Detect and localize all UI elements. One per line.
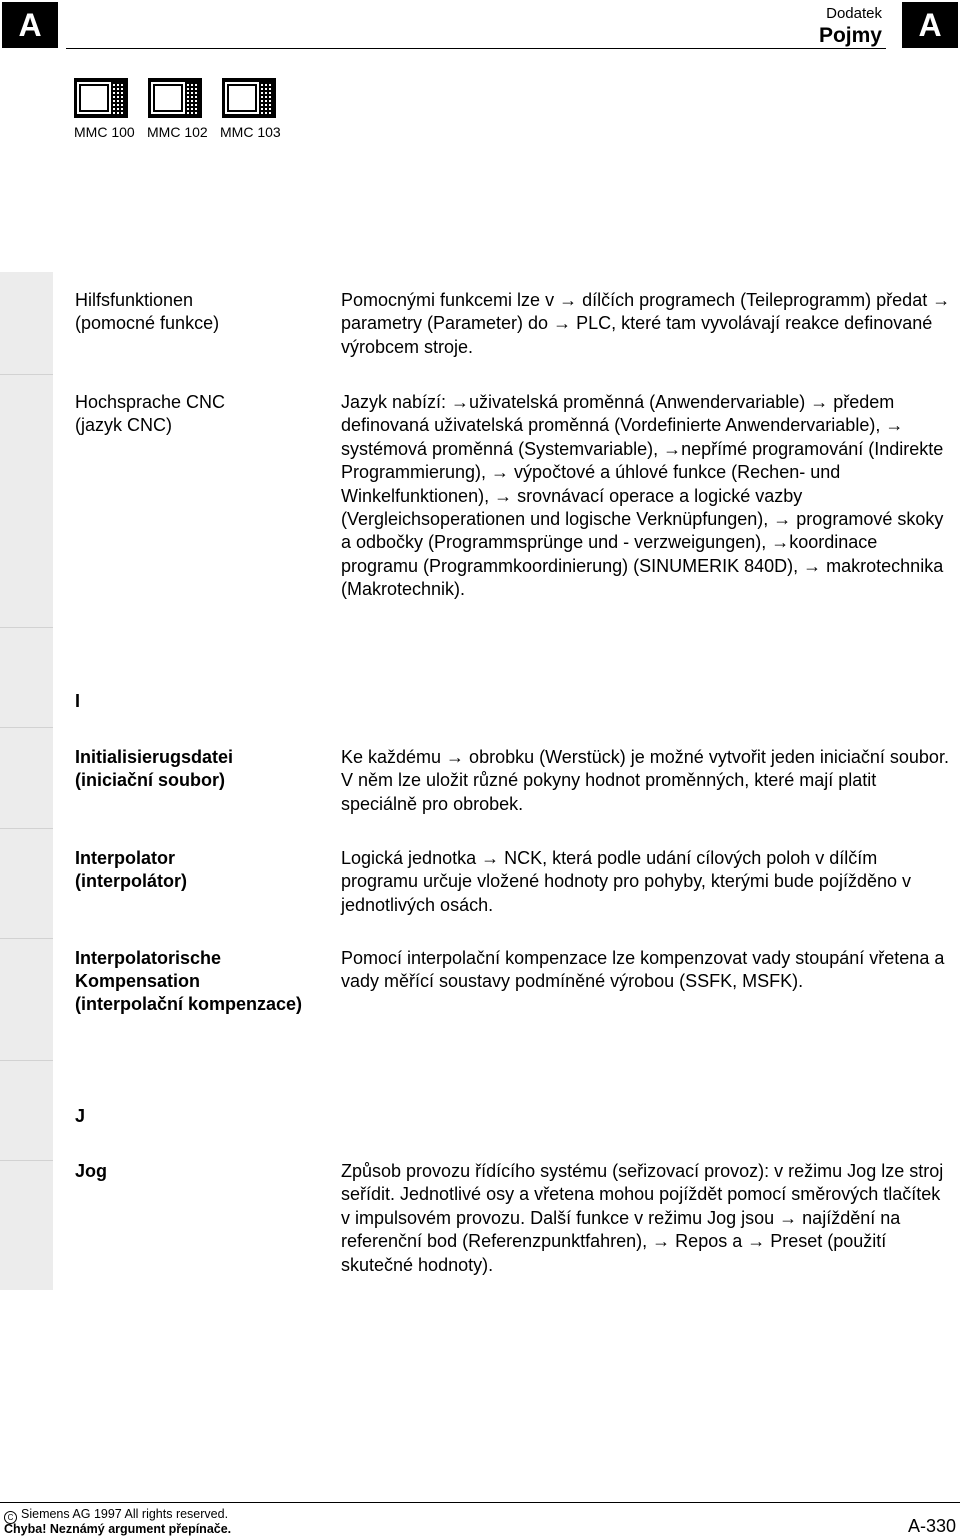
field-error: Chyba! Neznámý argument přepínače. (4, 1522, 232, 1536)
glossary-definition: Ke každému → obrobku (Werstück) je možné vytvořit jeden iniciační soubor. V něm lze uložit různé pokyny hodnot proměnných, které mají platit speciálně pro obrobek. (341, 747, 949, 814)
corner-letter-left: A (2, 2, 58, 48)
mmc-panel-icon (74, 78, 128, 118)
page-title: Pojmy (818, 24, 882, 47)
mmc-label: MMC 103 (220, 124, 281, 140)
section-letter: I (75, 691, 81, 711)
glossary-term: Hilfsfunktionen (pomocné funkce) (75, 290, 220, 333)
glossary-definition: Způsob provozu řídícího systému (seřizovací provoz): v režimu Jog lze stroj seřídit. Jednotlivé osy a vřetena mohou pojíždět pomocí směrových tlačítek v impulsovém provozu. Další funkce v režimu Jog jsou → najíždění na referenční bod (Referenzpunktfahren), → Repos a → Preset (použití skutečné hodnoty). (341, 1161, 944, 1275)
footer-rule (0, 1502, 960, 1503)
mmc-panel-icon (222, 78, 276, 118)
section-letter: J (75, 1106, 86, 1126)
header-rule (66, 48, 886, 49)
glossary-definition: Jazyk nabízí: →uživatelská proměnná (Anwendervariable) → předem definovaná uživatelská proměnná (Vordefinierte Anwendervariable), → systémová proměnná (Systemvariable), →nepřímé programování (Indirekte Programmierung), → výpočtové a úhlové funkce (Rechen- und Winkelfunktionen), → srovnávací operace a logické vazby (Vergleichsoperationen und logische Verknüpfungen), → programové skoky a odbočky (Programmsprünge und - verzweigungen), →koordinace programu (Programmkoordinierung) (SINUMERIK 840D), → makrotechnika (Makrotechnik). (341, 392, 944, 600)
page-number: A-330 (907, 1516, 956, 1536)
glossary-term: Interpolator (interpolátor) (75, 848, 187, 891)
mmc-label: MMC 100 (74, 124, 135, 140)
glossary-term: Initialisierugsdatei (iniciační soubor) (75, 747, 234, 790)
section-name: Dodatek (826, 5, 882, 22)
glossary-term: Hochsprache CNC (jazyk CNC) (75, 392, 226, 435)
corner-letter-right: A (902, 2, 958, 48)
margin-bar (0, 272, 53, 1290)
mmc-icon-row (74, 78, 276, 118)
glossary-definition: Pomocí interpolační kompenzace lze kompenzovat vady stoupání vřetena a vady měřící soustavy podmíněné výrobou (SSFK, MSFK). (341, 948, 945, 992)
mmc-panel-icon (148, 78, 202, 118)
glossary-definition: Pomocnými funkcemi lze v → dílčích programech (Teileprogramm) předat → parametry (Parameter) do → PLC, které tam vyvolávají reakce definované výrobcem stroje. (341, 290, 951, 357)
mmc-label: MMC 102 (147, 124, 208, 140)
glossary-term: Interpolatorische Kompensation (interpolační kompenzace) (75, 948, 303, 1014)
copyright-icon: C (4, 1511, 17, 1524)
glossary-definition: Logická jednotka → NCK, která podle udání cílových poloh v dílčím programu určuje vložené hodnoty pro pohyby, kterými bude pojížděno v jednotlivých osách. (341, 848, 911, 915)
glossary-term: Jog (75, 1161, 108, 1181)
copyright: C Siemens AG 1997 All rights reserved. (4, 1507, 228, 1524)
